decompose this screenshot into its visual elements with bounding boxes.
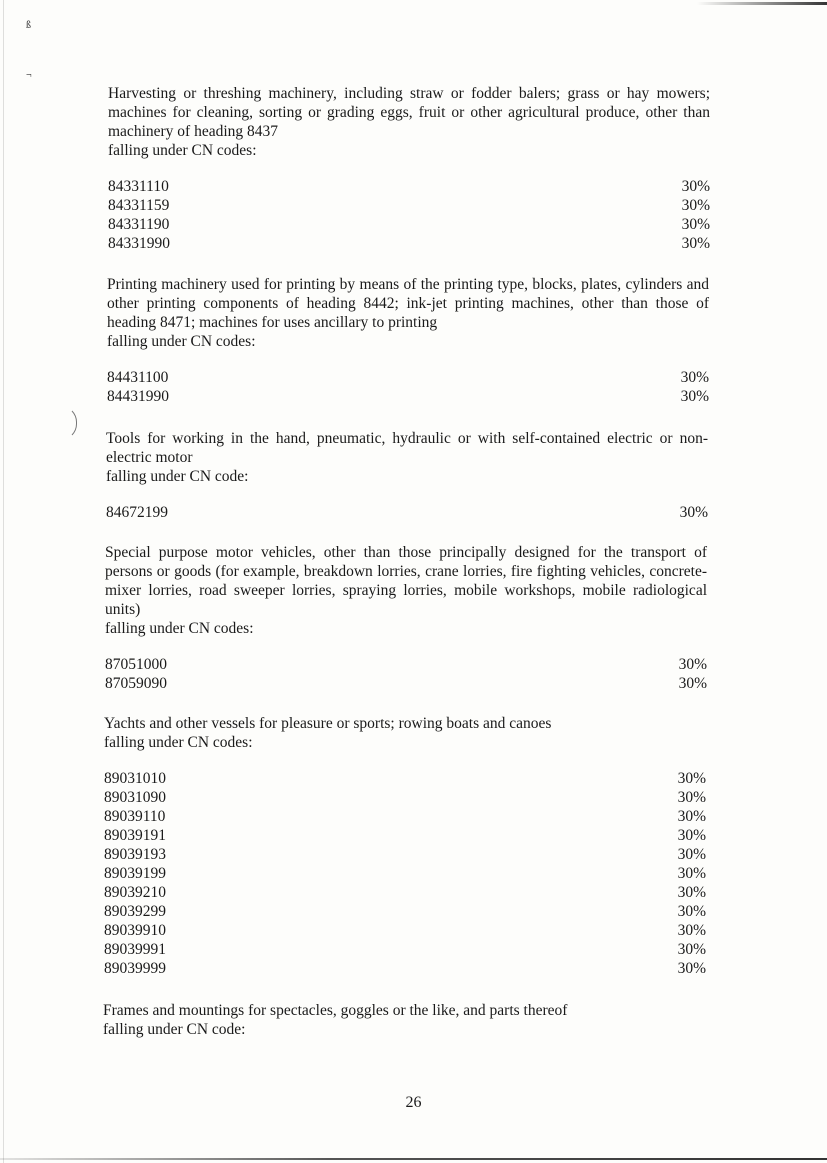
duty-rate: 30%	[680, 388, 709, 405]
cn-code: 89039991	[104, 941, 166, 958]
duty-rate: 30%	[681, 178, 710, 195]
section-falling-under: falling under CN code:	[103, 1021, 246, 1038]
tariff-section	[106, 429, 708, 522]
code-row	[104, 902, 706, 921]
section-description: Yachts and other vessels for pleasure or sports; rowing boats and canoes	[104, 715, 552, 732]
code-list	[104, 769, 706, 978]
cn-code: 87051000	[105, 656, 167, 673]
cn-code: 84331110	[108, 178, 169, 195]
duty-rate: 30%	[681, 197, 710, 214]
cn-code: 84672199	[106, 504, 168, 521]
tariff-section	[105, 543, 707, 693]
section-falling-under: falling under CN codes:	[104, 734, 253, 751]
punch-hole-mark	[56, 406, 77, 440]
code-row	[107, 368, 709, 387]
scan-artifact-bottom	[0, 1158, 827, 1160]
code-row	[105, 674, 707, 693]
scan-artifact-left	[3, 0, 4, 1163]
code-list	[105, 655, 707, 693]
code-row	[108, 215, 710, 234]
duty-rate: 30%	[677, 903, 706, 920]
duty-rate: 30%	[680, 369, 709, 386]
code-row	[108, 234, 710, 253]
cn-code: 89039299	[104, 903, 166, 920]
cn-code: 84331190	[108, 216, 170, 233]
code-row	[104, 921, 706, 940]
cn-code: 89039210	[104, 884, 166, 901]
cn-code: 87059090	[105, 675, 167, 692]
cn-code: 84431990	[107, 388, 169, 405]
section-falling-under: falling under CN codes:	[108, 142, 257, 159]
margin-mark: ¬	[26, 70, 32, 81]
duty-rate: 30%	[677, 827, 706, 844]
cn-code: 84431100	[107, 369, 169, 386]
code-row	[107, 387, 709, 406]
section-description: Harvesting or threshing machinery, including straw or fodder balers; grass or hay mowers; machines for cleaning, sorting or grading eggs, fruit or other agricultural produce, other than machinery of heading 8437	[108, 85, 710, 140]
tariff-section	[103, 1001, 705, 1039]
code-row	[104, 769, 706, 788]
cn-code: 89039193	[104, 846, 166, 863]
code-row	[104, 788, 706, 807]
duty-rate: 30%	[677, 884, 706, 901]
duty-rate: 30%	[678, 656, 707, 673]
code-row	[108, 177, 710, 196]
section-description: Printing machinery used for printing by means of the printing type, blocks, plates, cylinders and other printing components of heading 8442; ink-jet printing machines, other than those of heading 8471; machines for uses ancillary to printing	[107, 276, 709, 331]
code-list	[108, 177, 710, 253]
cn-code: 89039999	[104, 960, 166, 977]
duty-rate: 30%	[677, 922, 706, 939]
section-description: Tools for working in the hand, pneumatic, hydraulic or with self-contained electric or non-electric motor	[106, 430, 708, 466]
cn-code: 84331990	[108, 235, 170, 252]
page-number: 26	[405, 1094, 422, 1111]
section-falling-under: falling under CN codes:	[107, 333, 256, 350]
duty-rate: 30%	[677, 808, 706, 825]
duty-rate: 30%	[677, 865, 706, 882]
code-row	[106, 503, 708, 522]
duty-rate: 30%	[679, 504, 708, 521]
code-row	[104, 826, 706, 845]
cn-code: 89039191	[104, 827, 166, 844]
code-row	[104, 864, 706, 883]
code-row	[104, 959, 706, 978]
code-list	[106, 503, 708, 522]
duty-rate: 30%	[677, 770, 706, 787]
code-row	[105, 655, 707, 674]
tariff-section	[108, 84, 710, 253]
cn-code: 89039110	[104, 808, 166, 825]
margin-mark: ß	[26, 20, 31, 31]
scan-artifact-top	[697, 2, 827, 5]
code-row	[104, 807, 706, 826]
code-row	[104, 845, 706, 864]
code-row	[108, 196, 710, 215]
code-list	[107, 368, 709, 406]
duty-rate: 30%	[677, 789, 706, 806]
section-falling-under: falling under CN code:	[106, 468, 249, 485]
duty-rate: 30%	[677, 941, 706, 958]
cn-code: 84331159	[108, 197, 170, 214]
tariff-section	[107, 275, 709, 406]
cn-code: 89031090	[104, 789, 166, 806]
duty-rate: 30%	[681, 216, 710, 233]
duty-rate: 30%	[677, 846, 706, 863]
duty-rate: 30%	[681, 235, 710, 252]
section-description: Frames and mountings for spectacles, goggles or the like, and parts thereof	[103, 1002, 568, 1019]
code-row	[104, 940, 706, 959]
code-row	[104, 883, 706, 902]
duty-rate: 30%	[677, 960, 706, 977]
tariff-section	[104, 714, 706, 978]
cn-code: 89039199	[104, 865, 166, 882]
section-falling-under: falling under CN codes:	[105, 620, 254, 637]
cn-code: 89039910	[104, 922, 166, 939]
section-description: Special purpose motor vehicles, other than those principally designed for the transport of persons or goods (for example, breakdown lorries, crane lorries, fire fighting vehicles, concrete-mixer lorries, road sweeper lorries, spraying lorries, mobile workshops, mobile radiological units)	[105, 544, 707, 618]
cn-code: 89031010	[104, 770, 166, 787]
duty-rate: 30%	[678, 675, 707, 692]
